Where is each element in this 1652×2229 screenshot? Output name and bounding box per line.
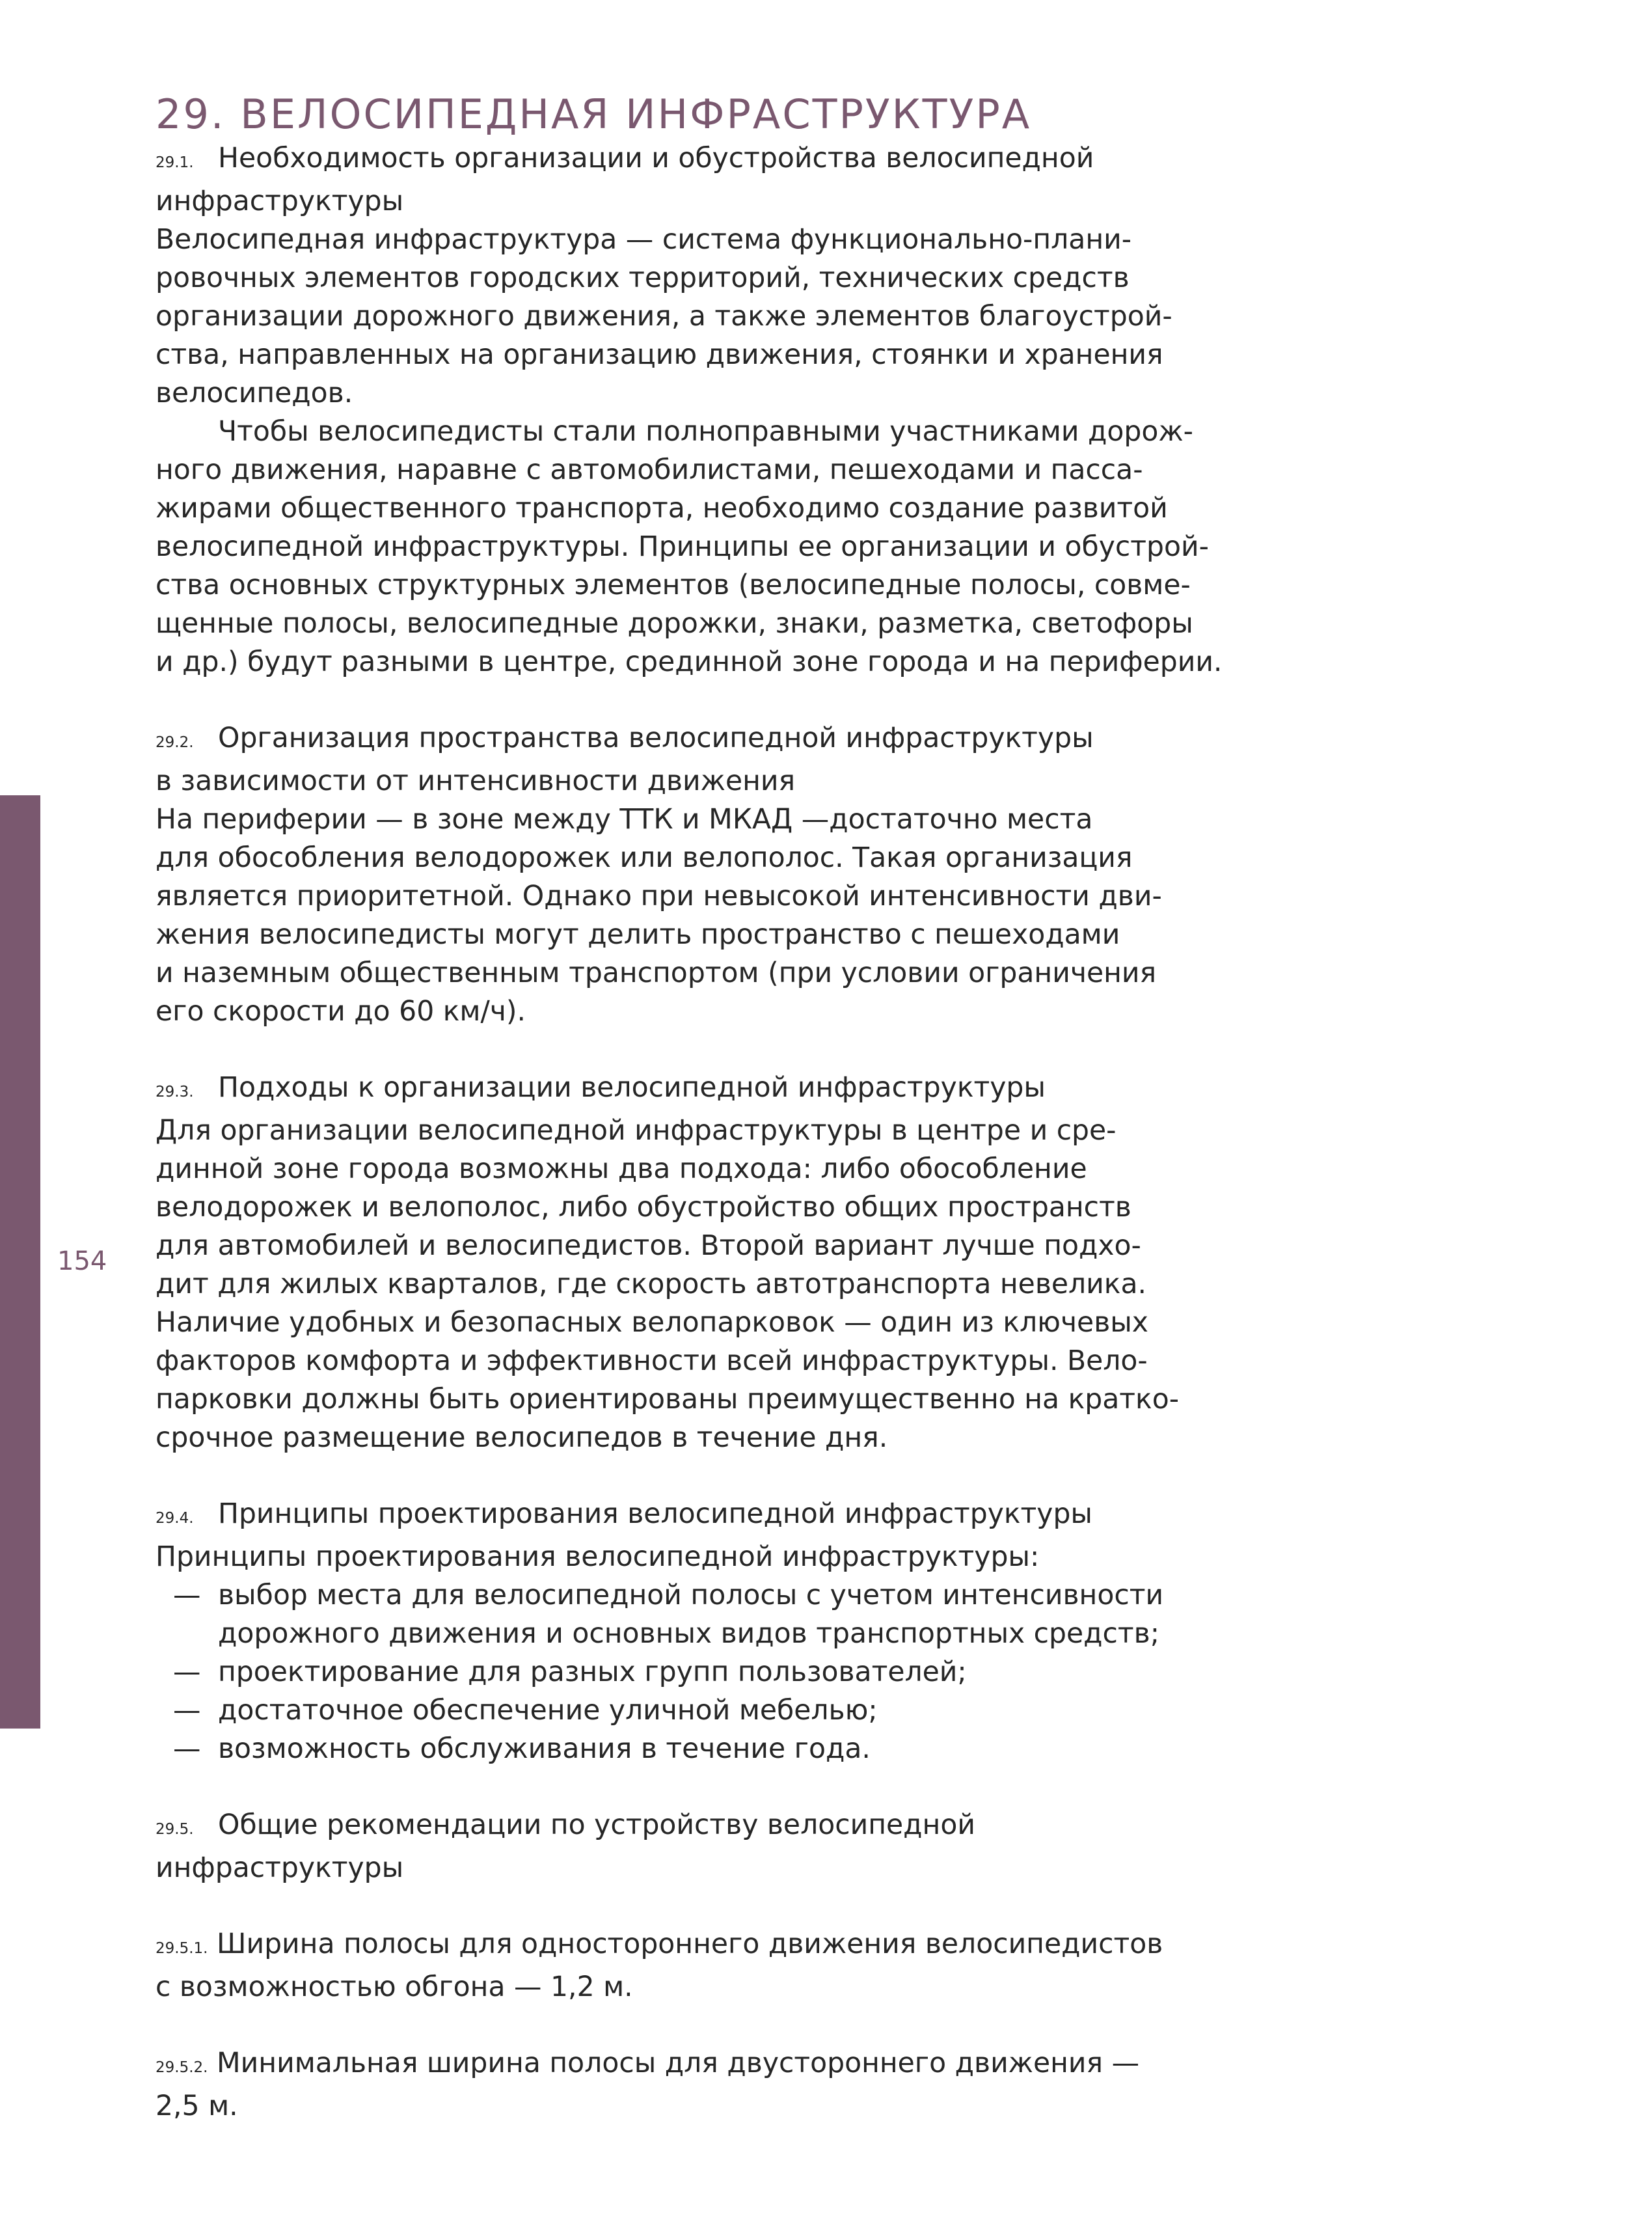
section-heading-cont: 2,5 м. (156, 2090, 238, 2122)
section-29-5-2 (156, 2044, 1151, 2126)
section-number: 29.3. (156, 1084, 194, 1101)
section-number: 29.2. (156, 734, 194, 751)
section-29-5-1 (156, 1925, 1163, 2006)
text-line: срочное размещение велосипедов в течение дня. (156, 1422, 888, 1454)
text-line: На периферии — в зоне между ТТК и МКАД —достаточно места (156, 804, 1093, 836)
text-line: парковки должны быть ориентированы преимущественно на кратко- (156, 1384, 1180, 1415)
section-heading: 29.5.2. Минимальная ширина полосы для двустороннего движения — (156, 2044, 1151, 2087)
text-line: дит для жилых кварталов, где скорость автотранспорта невелика. (156, 1268, 1147, 1300)
section-heading-cont: инфраструктуры (156, 185, 404, 217)
page-number: 154 (57, 1246, 107, 1276)
text-line: факторов комфорта и эффективности всей инфраструктуры. Вело- (156, 1345, 1148, 1377)
text-line: Для организации велосипедной инфраструктуры в центре и сре- (156, 1115, 1117, 1147)
list-item: — возможность обслуживания в течение года. (156, 1730, 1151, 1768)
section-29-2 (156, 719, 1162, 1031)
section-heading: 29.5.1. Ширина полосы для одностороннего движения велосипедистов (156, 1925, 1151, 1968)
section-number: 29.5. (156, 1821, 194, 1838)
text-line: его скорости до 60 км/ч). (156, 996, 526, 1028)
text-line: велосипедов. (156, 377, 353, 409)
section-29-5 (156, 1806, 1151, 1887)
section-heading-cont: с возможностью обгона — 1,2 м. (156, 1971, 633, 2003)
text-line: ства, направленных на организацию движения, стоянки и хранения (156, 339, 1163, 371)
list-intro: Принципы проектирования велосипедной инфраструктуры: (156, 1541, 1040, 1573)
section-number: 29.5.2. (156, 2059, 208, 2076)
page-content (156, 90, 1223, 2126)
section-number: 29.5.1. (156, 1940, 208, 1957)
dash-marker: — (173, 1733, 201, 1765)
text-line: Велосипедная инфраструктура — система функционально-плани- (156, 224, 1132, 256)
text-line: ства основных структурных элементов (велосипедные полосы, совме- (156, 569, 1191, 601)
section-number: 29.1. (156, 154, 194, 171)
section-heading: 29.1. Необходимость организации и обустройства велосипедной (156, 139, 1151, 182)
section-29-1 (156, 139, 1223, 681)
text-line: жения велосипедисты могут делить пространство с пешеходами (156, 919, 1120, 951)
text-line: Чтобы велосипедисты стали полноправными участниками дорож- (218, 416, 1193, 448)
page-title: 29. ВЕЛОСИПЕДНАЯ ИНФРАСТРУКТУРА (156, 90, 1032, 138)
section-number: 29.4. (156, 1510, 194, 1527)
list-item: — выбор места для велосипедной полосы с учетом интенсивности (156, 1576, 1151, 1615)
text-line: ровочных элементов городских территорий, технических средств (156, 262, 1130, 294)
text-line: для обособления велодорожек или велополос. Такая организация (156, 842, 1133, 874)
section-heading: 29.2. Организация пространства велосипедной инфраструктуры (156, 719, 1151, 762)
text-line: ного движения, наравне с автомобилистами, пешеходами и пасса- (156, 454, 1143, 486)
section-29-4 (156, 1495, 1164, 1768)
section-heading-cont: в зависимости от интенсивности движения (156, 765, 796, 797)
text-line: организации дорожного движения, а также элементов благоустрой- (156, 301, 1172, 333)
text-line: и наземным общественным транспортом (при условии ограничения (156, 957, 1157, 989)
text-line: велосипедной инфраструктуры. Принципы ее организации и обустрой- (156, 531, 1209, 563)
section-29-3 (156, 1069, 1180, 1457)
section-heading: 29.5. Общие рекомендации по устройству велосипедной (156, 1806, 1151, 1849)
section-heading: 29.3. Подходы к организации велосипедной инфраструктуры (156, 1069, 1151, 1112)
dash-marker: — (173, 1579, 201, 1611)
text-line: для автомобилей и велосипедистов. Второй вариант лучше подхо- (156, 1230, 1141, 1262)
text-line: велодорожек и велополос, либо обустройство общих пространств (156, 1192, 1131, 1224)
dash-marker: — (173, 1695, 201, 1727)
list-item-cont: дорожного движения и основных видов транспортных средств; (218, 1618, 1160, 1650)
text-line: Наличие удобных и безопасных велопарковок — один из ключевых (156, 1307, 1148, 1339)
list-item: — проектирование для разных групп пользователей; (156, 1653, 1151, 1691)
text-line: щенные полосы, велосипедные дорожки, знаки, разметка, светофоры (156, 608, 1193, 640)
side-color-bar (0, 795, 40, 1729)
dash-marker: — (173, 1656, 201, 1688)
text-line: жирами общественного транспорта, необходимо создание развитой (156, 493, 1168, 525)
section-heading: 29.4. Принципы проектирования велосипедной инфраструктуры (156, 1495, 1151, 1538)
section-heading-cont: инфраструктуры (156, 1852, 404, 1884)
text-line: динной зоне города возможны два подхода: либо обособление (156, 1153, 1087, 1185)
list-item: — достаточное обеспечение уличной мебелью; (156, 1691, 1151, 1730)
text-line: и др.) будут разными в центре, срединной зоне города и на периферии. (156, 646, 1223, 678)
text-line: является приоритетной. Однако при невысокой интенсивности дви- (156, 881, 1162, 912)
